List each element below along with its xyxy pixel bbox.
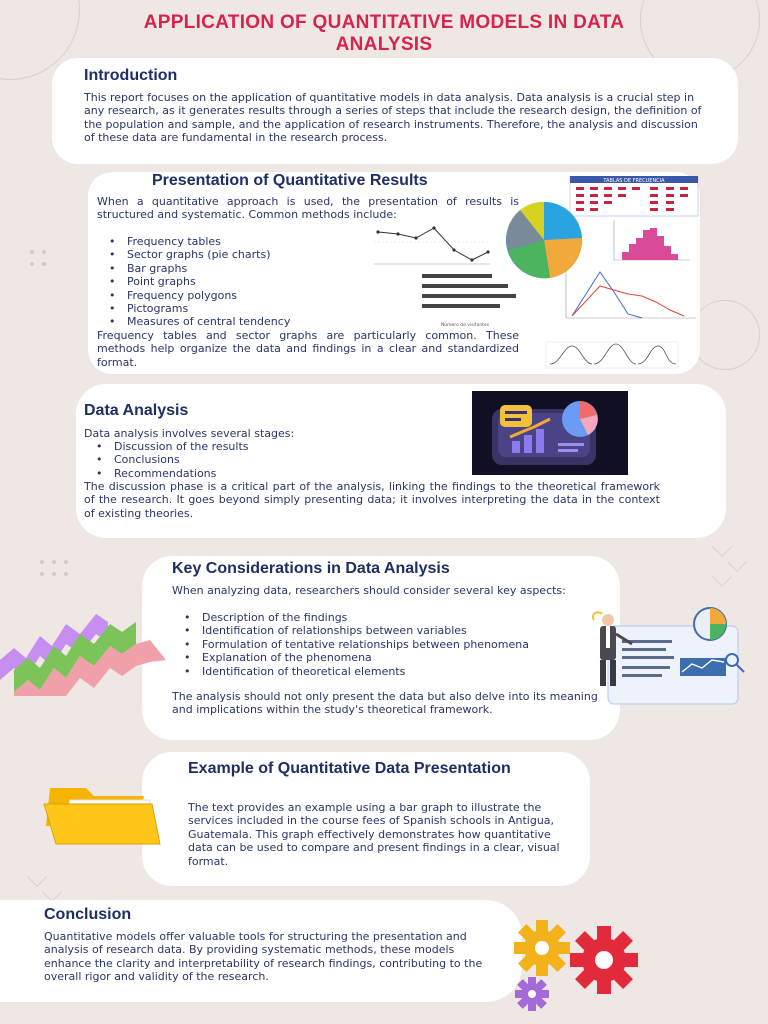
conclusion-body: Quantitative models offer valuable tools for structuring the presentation and analysis of research data. By providing systematic methods, these models enhance the clarity and interpretability of research findings, contributing to the overall rigor and validity of the research.: [44, 930, 483, 984]
conclusion-heading: Conclusion: [44, 906, 132, 923]
list-item: • Sector graphs (pie charts): [97, 248, 357, 261]
list-item: • Identification of relationships between variables: [172, 624, 582, 637]
table-label: TABLAS DE FRECUENCIA: [603, 178, 665, 184]
data-analysis-heading: Data Analysis: [84, 402, 189, 419]
introduction-heading: Introduction: [84, 67, 178, 84]
gears-icon: [508, 914, 648, 1014]
list-item: • Frequency polygons: [97, 289, 357, 302]
bg-dot: [52, 572, 56, 576]
list-item: • Explanation of the phenomena: [172, 651, 582, 664]
example-heading: Example of Quantitative Data Presentation: [188, 760, 511, 777]
list-item: • Pictograms: [97, 302, 357, 315]
bg-arc: [690, 300, 760, 370]
bg-dot: [64, 560, 68, 564]
presentation-heading: Presentation of Quantitative Results: [152, 172, 428, 189]
data-analysis-outro: The discussion phase is a critical part of the analysis, linking the findings to the theoretical framework of the research. It goes beyond simply presenting data; it involves interpreting the data in the context of existing theories.: [84, 480, 660, 520]
key-considerations-list: [172, 611, 582, 678]
bg-dot: [40, 560, 44, 564]
bg-chevron: [727, 552, 747, 572]
bg-dot: [30, 250, 34, 254]
list-item: • Formulation of tentative relationships between phenomena: [172, 638, 582, 651]
list-item: • Point graphs: [97, 275, 357, 288]
list-item: • Frequency tables: [97, 235, 357, 248]
bg-dot: [64, 572, 68, 576]
bg-dot: [42, 262, 46, 266]
list-item: • Identification of theoretical elements: [172, 665, 582, 678]
page-title: APPLICATION OF QUANTITATIVE MODELS IN DATA ANALYSIS: [143, 12, 625, 55]
bg-dot: [42, 250, 46, 254]
dashboard-3d-icon: [472, 391, 628, 475]
folder-icon: [40, 780, 170, 860]
bg-chevron: [712, 567, 732, 587]
key-considerations-outro: The analysis should not only present the data but also delve into its meaning and implications within the study's theoretical framework.: [172, 690, 598, 717]
bg-chevron: [712, 537, 732, 557]
bg-dot: [52, 560, 56, 564]
list-item: • Bar graphs: [97, 262, 357, 275]
list-item: • Measures of central tendency: [97, 315, 357, 328]
introduction-body: This report focuses on the application of quantitative models in data analysis. Data analysis is a crucial step in any research, as it generates results through a series of steps that include the research design, the definition of the population and sample, and the application of research instruments. Therefore, the analysis and discussion of these data are fundamental in the research process.: [84, 91, 702, 145]
data-analysis-intro: Data analysis involves several stages:: [84, 427, 295, 440]
list-item: • Recommendations: [84, 467, 464, 480]
example-body: The text provides an example using a bar graph to illustrate the services included in the course fees of Spanish schools in Antigua, Guatemala. This graph effectively demonstrates how quantitative data can be used to compare and present findings in a clear, visual format.: [188, 801, 560, 868]
pictogram-label: Número de visitantes: [440, 323, 490, 328]
bg-dot: [30, 262, 34, 266]
bg-chevron: [27, 867, 47, 887]
list-item: • Description of the findings: [172, 611, 582, 624]
zigzag-ribbon-icon: [0, 600, 168, 696]
bg-dot: [40, 572, 44, 576]
key-considerations-heading: Key Considerations in Data Analysis: [172, 560, 450, 577]
data-analysis-list: [84, 440, 464, 480]
list-item: • Discussion of the results: [84, 440, 464, 453]
presenter-icon: [588, 600, 768, 732]
presentation-outro: Frequency tables and sector graphs are particularly common. These methods help organize the data and findings in a clear and standardized format.: [97, 329, 519, 369]
bg-chevron: [42, 882, 62, 902]
presentation-intro: When a quantitative approach is used, the presentation of results is structured and systematic. Common methods include:: [97, 195, 519, 222]
chart-collage-icon: [360, 176, 700, 372]
list-item: • Conclusions: [84, 453, 464, 466]
presentation-list: [97, 235, 357, 329]
key-considerations-intro: When analyzing data, researchers should consider several key aspects:: [172, 584, 566, 597]
